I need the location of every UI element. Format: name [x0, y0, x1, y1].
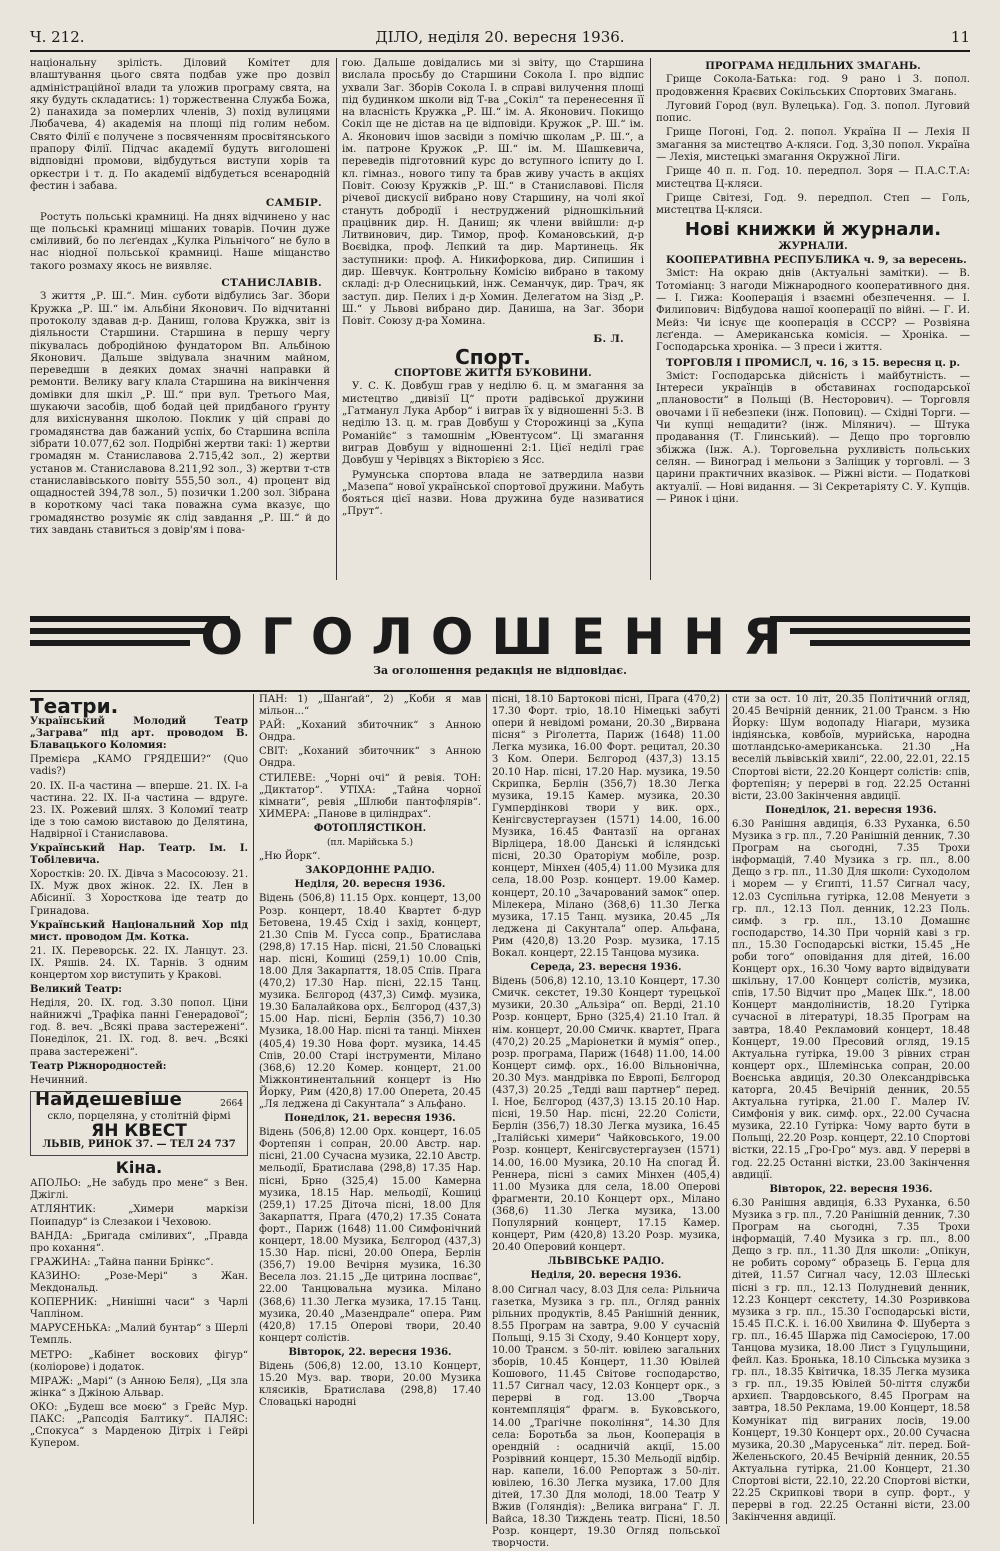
cinema-listing: ВАНДА: „Бригада сміливих“, „Правда про кохання“.: [30, 1230, 248, 1254]
theatres-heading: Театри.: [30, 694, 119, 718]
ads-banner-title: ОГОЛОШЕННЯ: [200, 608, 800, 666]
sport-heading: Спорт.: [455, 344, 531, 369]
shop-ad-title: Найдешевіше: [35, 1088, 182, 1110]
books-heading: Нові книжки й журнали.: [684, 218, 942, 240]
section-heading-stanyslaviv: СТАНИСЛАВІВ.: [221, 277, 322, 290]
ads-column-4: [732, 694, 970, 1524]
cinema-listing: ПАН: 1) „Шанґай“, 2) „Коби я мав мільон...“: [259, 694, 481, 718]
article-text: З життя „Р. Ш.“. Мин. суботи відбулись Заг. Збори Кружка „Р. Ш.“ ім. Альбіни Яконович. По відчитанні протоколу здавав д-р. Даниш, голова Кружка, звіт із діяльности Старшини. Старшина в першу чергу пікувалась добродійною фундатором Вп. Альбіною Яконович. Дальше звідувала значним майном, переведши в деяких домах значні направки й ремонти. Велику вагу клала Старшина на викінчення домівки для шкіл „Р. Ш.“ при вул. Третього Мая, шукаючи засобів, щоб бодай цей придбаного ґрунту для вихіснування школою. Поклик у цій справі до громадянства дав бажаний успіх, бо Старшина вспіла зібрати 10.077,62 зол. Подрібні жертви такі: 1) жертви громадян м. Станиславова 2.715,42 зол., 2) жертви установ м. Станиславова 8.211,92 зол., 3) жертви т-ств станиславівського повіту 555,50 зол., 4) процент від ощадностей 394,78 зол., 5) позички 1.200 зол. Зібрана в короткому часі така поважна сума вказує, що громадянство розуміє як слід завдання „Р. Ш.“ й до тих завдань ставиться з довір'ям і пова-: [30, 291, 330, 536]
journal-title: КООПЕРАТИВНА РЕСПУБЛИКА ч. 9, за вересень.: [666, 254, 967, 267]
column-3: [656, 58, 970, 580]
cinema-listing: МІРАЖ: „Марі“ (з Анною Беля), „Ця зла жінка“ з Джіною Альвар.: [30, 1375, 248, 1399]
radio-day-heading: Середа, 23. вересня 1936.: [530, 962, 682, 974]
article-text: У. С. К. Довбуш грав у неділю 6. ц. м змагання за мистецтво „дивізії Ц“ проти радівської дружини „Гатманул Лука Арбор“ і виграв їх у відношенні 5:3. В неділю 13. ц. м. грав Довбуш у Сторожинці за „Купа Романійє“ з тамошнім „Ювентусом“. Ці змагання виграв Довбуш у відношенні 2:1. Цієї неділі грає Довбуш у Черівцях з Вікторією з Ясс.: [342, 381, 644, 467]
radio-day-heading: Неділя, 20. вересня 1936.: [294, 879, 446, 891]
journal-title: ТОРГОВЛЯ І ПРОМИСЛ, ч. 16, з 15. вересня ц. р.: [666, 356, 961, 369]
page-number: 11: [950, 28, 970, 46]
cinema-listing: МЕТРО: „Кабінет воскових фігур“ (коліорове) і додаток.: [30, 1349, 248, 1373]
ads-column-3: [492, 694, 720, 1550]
sport-subheading: СПОРТОВЕ ЖИТТЯ БУКОВИНИ.: [394, 367, 592, 380]
header-rule: [30, 50, 970, 52]
radio-day-heading: Понеділок, 21. вересня 1936.: [765, 804, 937, 816]
journal-contents: Зміст: Господарська дійсність і майбутність. — Інтереси українців в обставинах господарської „плановости“ в Польщі (В. Несторович). — Торговля овочами і її небезпеки (інж. Поповиц). — Східні Торги. — Чи купці нещадити? (інж. Мілянич). — Штука продавання (Т. Глинський). — Дещо про торговлю збіжжа (Інж. А.). Торговельна рухливість польських селян. — Виноград і мельони з Заліщик у торговлі. — З царини практичних вказівок. — Ріжні вісти. — Податкові актуалії. — Нові видання. — Зі Секретаріяту С. У. Купців. — Ринок і ціни.: [656, 370, 970, 505]
program-item: Грище Світезі, Год. 9. передпол. Степ — Голь, мистецтва Ц-кляси.: [656, 192, 970, 217]
radio-schedule: сти за ост. 10 літ, 20.35 Політичний огляд, 20.45 Вечірній денник, 21.00 Трансм. з Ню Йорку: Шум водопаду Ніагари, музика індіянська, ковбоїв, мурийська, народна шотландсько-американська. 21.30 „На веселій львівській хвилі“, 22.00, 22.01, 22.15 Спортові вісти, 22.20 Концерт солістів: спів, фортепіян; у перерві в год. 22.25 Останні вісти, 23.00 Закінчення авдиції.: [732, 694, 970, 802]
journal-contents: Зміст: На окраю днів (Актуальні замітки). — В. Тотоміанц: З нагоди Міжнародного кооперативного дня. — І. Гижа: Кооперація і взаємні обезпечення. — І. Филипович: Відбудова нашої кооперації по війні. — Г. И. Мейз: Чи існує ще кооперація в СССР? — Розвіяна лєґенда. — Американська комісія. — Хроніка. — Господарська хроніка. — З преси і життя.: [656, 268, 970, 354]
journals-heading: ЖУРНАЛИ.: [778, 239, 848, 252]
radio-schedule: 6.30 Ранішня авдиція, 6.33 Руханка, 6.50 Музика з гр. пл., 7.20 Ранішній денник, 7.30 Програм на сьогодні, 7.35 Трохи інформацій, 7.40 Музика з гр. пл., 8.00 Дещо з гр. пл., 11.30 Для школи: „Опікун, не робить сорому“ образець Б. Герца для дітей, 11.57 Сигнал часу, 12.03 Шлеські пісні з гр. пл., 12.13 Полудневий денник, 12.23 Концерт секстету, 14.30 Розривкова музика з гр. пл., 15.30 Господарські вісти, 15.45 П.С.К. і. 16.00 Хвилина Ф. Шуберта з гр. пл., 16.45 Шаржа під Самосієрою, 17.00 Танцова музика, 18.00 Лист з Гуцульщини, фейл. Каз. Бронька, 18.10 Сільська музика з гр. пл., 18.35 Квітичка, 18.35 Легка музика з гр. пл., 19.35 Ювілей 50-ліття служби архиєп. Твардовського, 8.45 Програм на завтра, 18.50 Реклама, 19.00 Концерт, 18.58 Комунікат під виграних лосів, 19.00 Концерт, 19.30 Концерт орх., 20.00 Сучасна музика, 20.30 „Марусенька“ літ. перед. Бой-Желеньского, 20.45 Вечірній денник, 20.55 Актуальна гутірка, 21.00 Концерт, 21.30 Спортові вісти, 22.10, 22.20 Спортові вістки, 22.25 Скрипкові твори в супр. форт., у перерві в год. 22.25 Останні вісти, 23.00 Закінчення авдиції.: [732, 1197, 970, 1524]
theatre-premiere: Премієра „КАМО ГРЯДЕШИ?“ (Quo vadis?): [30, 754, 248, 778]
foreign-radio-heading: ЗАКОРДОННЕ РАДІО.: [305, 865, 435, 877]
radio-schedule: Відень (506,8) 12.10, 13.10 Концерт, 17.30 Смичк. секстет, 19.30 Концерт турецької музики, 20.30 „Альзіра“ оп. Верді, 21.10 Розр. концерт, Брно (325,4) 21.10 Італ. й нім. концерт, 20.00 Смичк. квартет, Прага (470,2) 20.25 „Маріонетки й мумія“ опер., розр. програма, Париж (1648) 11.00, 14.00 Концерт симф. орх., 16.00 Вільнонічна, 20.30 Муз. мандрівка по Европі, Бєлгород (437,3) 20.25 „Тедді ваш партнер“ перед. І. Ное, Бєлгород (437,3) 13.15 20.10 Нар. пісні, 19.50 Нар. пісні, 22.20 Солісти, Берлін (356,7) 18.30 Легка музика, 16.45 „Італійські химери“ Чайковського, 19.00 Розр. концерт, Кенігсвустергаузен (1571) 14.00, 16.00 Музика, 20.10 На спогад Й. Реннера, пісні з самих Мінхен (405,4) 11.00 Музика для села, 18.00 Оперові фрагменти, 20.10 Концерт орх., Мілано (368,6) 11.30 Легка музика, 13.00 Популярний концерт, 17.15 Камер. концерт, Рим (420,8) 13.20 Розр. музика, 20.40 Оперовий концерт.: [492, 976, 720, 1254]
ads-banner: [30, 596, 970, 684]
cinema-listing: КОПЕРНИК: „Нинішні часи“ з Чарлі Чапліном.: [30, 1297, 248, 1321]
column-divider: [650, 58, 651, 580]
issue-number: Ч. 212.: [30, 28, 85, 46]
radio-schedule: пісні, 18.10 Бартокові пісні, Прага (470,2) 17.30 Форт. тріо, 18.10 Німецькі забуті опери й невідомі романи, 20.30 „Вирвана пісня“ з Ріґолетта, Париж (1648) 11.00 Легка музика, 16.00 Форт. рецитал, 20.30 З Ком. Опери. Бєлгород (437,3) 13.15 20.10 Нар. пісні, 17.20 Нар. музика, 19.50 Скрипка, Берлін (356,7) 18.30 Легка музика, 19.15 Камер. музика, 20.30 Гумпердінкові твори у вик. орх., Кенігсвустергаузен (1571) 14.00, 16.00 Музика, 16.45 Фантазії на органах Вірліцера, 18.00 Данські й ісляндські пісні, 20.30 Ораторіум мобіле, розр. концерт, Мінхен (405,4) 11.00 Музика для села, 18.00 Розр. концерт. 19.00 Камер. концерт, 20.10 „Зачарований замок“ опер. Мілекера, Мілано (368,6) 11.30 Легка музика, 17.15 Танц. музика, 20.45 „Ля леджена ді Сакунтала“ опер. Альфана, Рим (420,8) 13.20 Розр. музика, 17.15 Вокал. концерт, 22.15 Танцова музика.: [492, 694, 720, 959]
ads-banner-subtitle: За оголошення редакція не відповідає.: [373, 664, 627, 677]
cinema-listing: СТИЛЕВЕ: „Чорні очі“ й ревія. ТОН: „Диктатор“. УТІХА: „Тайна чорної кімнати“, ревія „Шлюби пантофлярів“. ХИМЕРА: „Панове в циліндрах“.: [259, 772, 481, 820]
column-divider: [486, 694, 487, 1524]
column-divider: [336, 58, 337, 580]
radio-day-heading: Вівторок, 22. вересня 1936.: [769, 1183, 933, 1195]
fotoplastikon-show: „Ню Йорк“.: [259, 851, 321, 863]
ads-column-1: [30, 694, 248, 1524]
cinema-listing: АТЛЯНТИК: „Химери маркізи Поипадур“ із Слезакои і Чеховою.: [30, 1204, 248, 1228]
banner-rule: [30, 690, 970, 692]
theatre-schedule: Нечинний.: [30, 1074, 88, 1086]
shop-ad-number: 2664: [220, 1098, 243, 1109]
lviv-radio-heading: ЛЬВІВСЬКЕ РАДІО.: [547, 1256, 665, 1268]
theatre-name: Театр Ріжнородностей:: [30, 1060, 167, 1072]
fotoplastikon-heading: ФОТОПЛЯСТІКОН.: [313, 822, 427, 834]
radio-day-heading: Неділя, 20. вересня 1936.: [530, 1270, 682, 1282]
cinema-listing: КАЗИНО: „Розе-Мері“ з Жан. Мекдональд.: [30, 1270, 248, 1295]
cinemas-heading: Кіна.: [115, 1158, 163, 1178]
article-text: Румунська спортова влада не затвердила назви „Мазепа“ нової української спортової дружини. Мабуть бояться цієї назви. Нова дружина буде називатися „Прут“.: [342, 469, 644, 518]
cinema-listing: РАЙ: „Коханий збиточник“ з Анною Ондра.: [259, 720, 481, 744]
shop-ad-text: скло, порцеляна, у столітній фірмі: [47, 1110, 231, 1122]
program-item: Луговий Город (вул. Вулецька). Год. 3. попол. Луговий попис.: [656, 100, 970, 125]
cinema-listing: СВІТ: „Коханий збиточник“ з Анною Ондра.: [259, 746, 481, 770]
theatre-schedule: Неділя, 20. ІХ. год. 3.30 попол. Ціни найнижчі „Трафіка панні Генерадової“; год. 8. веч. „Всякі права застережені“. Понеділок, 21. ІХ. год. 8. веч. „Всякі права застережені“.: [30, 998, 248, 1058]
radio-schedule: Відень (506,8) 12.00, 13.10 Концерт, 15.20 Муз. вар. твори, 20.00 Музика клясиків, Братислава (298,8) 17.40 Словацькі народні: [259, 1360, 481, 1409]
section-heading-sambir: САМБІР.: [265, 197, 322, 210]
masthead-date: ДІЛО, неділя 20. вересня 1936.: [375, 28, 625, 46]
program-item: Грище Сокола-Батька: год. 9 рано і 3. попол. продовження Краєвих Сокільських Спортових Змагань.: [656, 74, 970, 98]
column-divider: [253, 694, 254, 1524]
radio-schedule: 8.00 Сигнал часу, 8.03 Для села: Рільнича газетка, Музика з гр. пл., Огляд ранніх рільних продуктів, 8.45 Ранішній денник, 8.55 Програм на завтра, 9.00 У сучасній Польщі, 9.15 Зі Сходу, 9.40 Концерт хору, 10.00 Трансм. з 50-літ. ювілею загальних зборів, 10.45 Концерт, 11.30 Ювілей Кошового, 11.45 Світове господарство, 11.57 Сигнал часу, 12.03 Концерт орк., з перерві в год. 13.00 „Творча контемпляція“ фрагм. в. Буковського, 14.00 „Трагічне покоління“, 14.30 Для села: Боротьба за льон, Кооперація в орендній : осадничій акції, 15.00 Розрівний концерт, 15.30 Мельодії відбір. нар. капели, 16.00 Репортаж з 50-літ. ювілею, 16.30 Легка музика, 17.00 Для дітей, 17.30 Для молоді, 18.00 Театр У Вжив (Голяндія): „Велика виграна“ Г. Л. Вайса, 18.30 Тиждень театр. Пісні, 18.50 Розр. концерт, 19.30 Огляд польської творчости.: [492, 1284, 720, 1550]
radio-schedule: Відень (506,8) 11.15 Орх. концерт, 13,00 Розр. концерт, 18.40 Квартет б-дур Бетовена, 19.45 Схід і захід, концерт, 21.30 Спів М. Гусса сопр., Братислава (298,8) 17.15 Нар. пісні, 21.50 Словацькі нар. пісні, Кошиці (259,1) 10.00 Спів, 18.00 Для Закарпаття, 18.05 Спів. Прага (470,2) 17.30 Нар. пісні, 22.15 Танц. музика. Бєлгород (437,3) Симф. музика, 19.30 Балалайкова орх., Бєлгород (437,3) 15.00 Нар. пісні, Берлін (356,7) 10.30 Музика, 18.00 Нар. пісні та танці. Мінхен (405,4) 19.30 Нова форт. музика, 14.45 Спів, 20.00 Старі інструменти, Мілано (368,6) 12.20 Кoмер. концерт, 21.00 Міжконтинентальний концерт із Ню Йорку, Рим (420,8) 17.00 Оперета, 20.45 „Ля леджена ді Сакунтала“ з Альфано.: [259, 893, 481, 1110]
cinema-listing: ГРАЖИНА: „Тайна панни Брінкс“.: [30, 1256, 214, 1268]
article-text: гою. Дальше довідались ми зі звіту, що Старшина вислала просьбу до Старшини Сокола І. про відпис ухвали Заг. Зборів Сокола І. в справі вилучення площі під будинком школи від Т-ва „Сокіл“ та перенесення її на власність Кружка „Р. Ш.“ ім. А. Яконович. Покищо Сокіл ще не дістав на це відповіди. Кружок „Р. Ш.“ ім. А. Яконович ішов засвіди з помічю школам „Р. Ш.“, а ім. патроне Кружок „Р. Ш.“ ім. М. Шашкевича, переведів підготовний курс до вступного іспиту до І. кл. гімназ., нового типу та брав живу участь в акціях Повіт. Союзу Кружків „Р. Ш.“ в Станиславові. Після річевої дискусії вибрано нову Старшину, на чолі якої стануть добродії і неструджений рідношкільний працівник дир. Н. Даниш; як члени ввійшли: д-р Литвинович, дир. Тимор, проф. Комановський, д-р Воєвідка, проф. Лєпкий та дир. Мартинець. Як заступники: проф. А. Никифоркова, дир. Сипишин і дир. Шевчук. Контрольну Комісію вибрано в такому складі: д-р Олесницький, інж. Семанчук, дир. Трач, як заступ. дир. Пелих і д-р Хомин. Делегатом на Зізд „Р. Ш.“ у Львові вибрано дир. Даниша, на Заг. Збори Повіт. Союзу д-ра Хомина.: [342, 58, 644, 328]
cinema-listing: ОКО: „Будеш все моєю“ з Грейс Мур. ПАКС: „Рапсодія Балтику“. ПАЛЯС: „Спокуса“ з Марденою Дітріх і Гейрі Купером.: [30, 1401, 248, 1450]
program-item: Грище Погоні, Год. 2. попол. Україна ІІ — Лехія ІІ змагання за мистецтво А-кляси. Год. 3,30 попол. Україна — Лехія, мистецькі змагання Окружної Ліги.: [656, 127, 970, 164]
column-1: [30, 58, 330, 580]
sport-program-heading: ПРОГРАМА НЕДІЛЬНИХ ЗМАГАНЬ.: [705, 60, 921, 72]
column-divider: [726, 694, 727, 1524]
cinema-listing: МАРУСЕНЬКА: „Малий бунтар“ з Шерлі Темпль.: [30, 1323, 248, 1347]
theatre-name: Український Нар. Театр. Ім. І. Тобілевича.: [30, 843, 248, 867]
cinema-listing: АПОЛЬО: „Не забудь про мене“ з Вен. Джіглі.: [30, 1178, 248, 1202]
radio-day-heading: Понеділок, 21. вересня 1936.: [284, 1113, 456, 1125]
theatre-name: Український Молодий Театр „Заграва“ під арт. проводом В. Блавацького Коломия:: [30, 716, 248, 752]
theatre-schedule: 20. ІХ. ІІ-а частина — вперше. 21. ІХ. І-а частина. 22. ІХ. ІІ-а частина — вдруге. 23. ІХ. Рожевий шлях. З Коломиї театр іде з тою самою виставою до Делятина, Надвірної і Станиславова.: [30, 780, 248, 840]
shop-ad-name: ЯН КВЕСТ: [91, 1121, 187, 1141]
fotoplastikon-address: (пл. Марійська 5.): [326, 838, 414, 849]
page-header: [30, 28, 970, 50]
column-2: [342, 58, 644, 580]
ads-column-2: [259, 694, 481, 1524]
theatre-schedule: Хоростків: 20. ІХ. Дівча з Масосоюзу. 21. ІХ. Муж двох жінок. 22. ІХ. Лен в Абісинії. З Хоросткова іде театр до Гринадова.: [30, 869, 248, 917]
article-text: національну зрілість. Діловий Комітет для влаштування цього свята подбав уже про дозвіл адміністраційної влади та уложив програму свята, на яку будуть складатись: 1) торжественна Служба Божа, 2) панахида за померлих членів, 3) похід вулицями Любачева, 4) академія на площі під голим небом. Свято Філії є получене з посвяченням просвітянського прапору Філії. Підчас академії будуть виголошені відповідні промови, відбудуться виступи хорів та оркестри і т. д. По академії відбудеться всенародній фестин і забава.: [30, 58, 330, 192]
theatre-schedule: 21. ІХ. Переворськ. 22. ІХ. Ланцут. 23. ІХ. Ряшів. 24. ІХ. Тарнів. З одним концертом хор виступить у Кракові.: [30, 945, 248, 981]
article-text: Ростуть польські крамниці. На днях відчинено у нас ще польські крамниці мішаних товарів. Почин дуже сміливий, бо по лєґендах „Кулка Рільнічого“ не було в нас ніодної польської крамниці. Наше міщанство такого розмаху якось не виявляє.: [30, 211, 330, 272]
shop-ad-address: ЛЬВІВ, РИНОК 37. — ТЕЛ 24 737: [42, 1139, 236, 1151]
program-item: Грище 40 п. п. Год. 10. передпол. Зоря — П.А.С.Т.А: мистецтва Ц-кляси.: [656, 166, 970, 190]
article-signature: Б. Л.: [593, 332, 624, 345]
theatre-name: Український Національний Хор під мист. проводом Дм. Котка.: [30, 919, 248, 943]
theatre-name: Великий Театр:: [30, 984, 122, 996]
radio-day-heading: Вівторок, 22. вересня 1936.: [288, 1346, 452, 1358]
radio-schedule: 6.30 Ранішня авдиція, 6.33 Руханка, 6.50 Музика з гр. пл., 7.20 Ранішній денник, 7.30 Програм на сьогодні, 7.35 Трохи інформацій, 7.40 Музика з гр. пл., 8.00 Дещо з гр. пл., 11.30 Для школи: Суходолом і морем — у Єгипті, 11.57 Сигнал часу, 12.03 Суспільна гутірка, 12.08 Менуети з гр. пл., 12.13 Пол. денник, 12.23 Поль. симф. з гр. пл., 13.10 Домашнє господарство, 14.30 При чорній каві з гр. пл., 15.30 Господарські вістки, 15.45 „Не роби того“ оповідання для дітей, 16.00 Концерт орх., 16.30 Чому варто відвідувати шкільну, 17.00 Концерт солістів, музика, спів, 17.50 Відчит про „Мацек Шк.“, 18.00 Концерт мандолінистів, 18.20 Гутірка сучасної в літературі, 18.35 Програм на завтра, 18.40 Рекламовий концерт, 18.48 Концерт, 19.00 Пресовий огляд, 19.15 Актуальна гутірка, 19.00 З рівних стран концерт орх., Шлемінська сопран, 20.00 Воєнська авдиція, 20.30 Олександрівська каторга, 20.45 Вечірній денник, 20.55 Актуальна гутірка, 21.00 Г. Малер IV. Симфонія у вик. симф. орх., 22.00 Сучасна музика, 22.10 Гутірка: Чому варто бути в Польщі, 22.20 Розр. концерт, 22.10 Спортові вістки, 22.15 „Гро-Гро“ муз. авд. У перерві в год. 22.25 Останні вістки, 23.00 Закінчення авдиції.: [732, 818, 970, 1181]
shop-ad: [30, 1088, 248, 1156]
radio-schedule: Відень (506,8) 12.00 Орх. концерт, 16.05 Фортепян і сопран, 20.00 Австр. нар. пісні, 21.00 Сучасна музика, 22.10 Австр. мельодії, Братислава (298,8) 17.35 Нар. пісні, Брно (325,4) 15.00 Камерна музика, 18.15 Нар. мельодії, Кошиці (259,1) 17.25 Діточа пісні, 18.00 Для Закарпаття, Прага (470,2) 17.35 Соната форт., Париж (1648) 11.00 Симфонічний концерт, 18.00 Музика, Бєлгород (437,3) 15.30 Нар. пісні, 20.00 Опера, Берлін (356,7) 19.00 Вечірня музика, 16.30 Весела лоз. 21.15 „Де цитрина лоспває“, 22.00 Танцювальна музика. Мілано (368,6) 11.30 Легка музика, 17.15 Танц. музика, 20.40 „Мазендрале“ опера. Рим (420,8) 17.15 Оперові твори, 20.40 концерт солістів.: [259, 1127, 481, 1344]
